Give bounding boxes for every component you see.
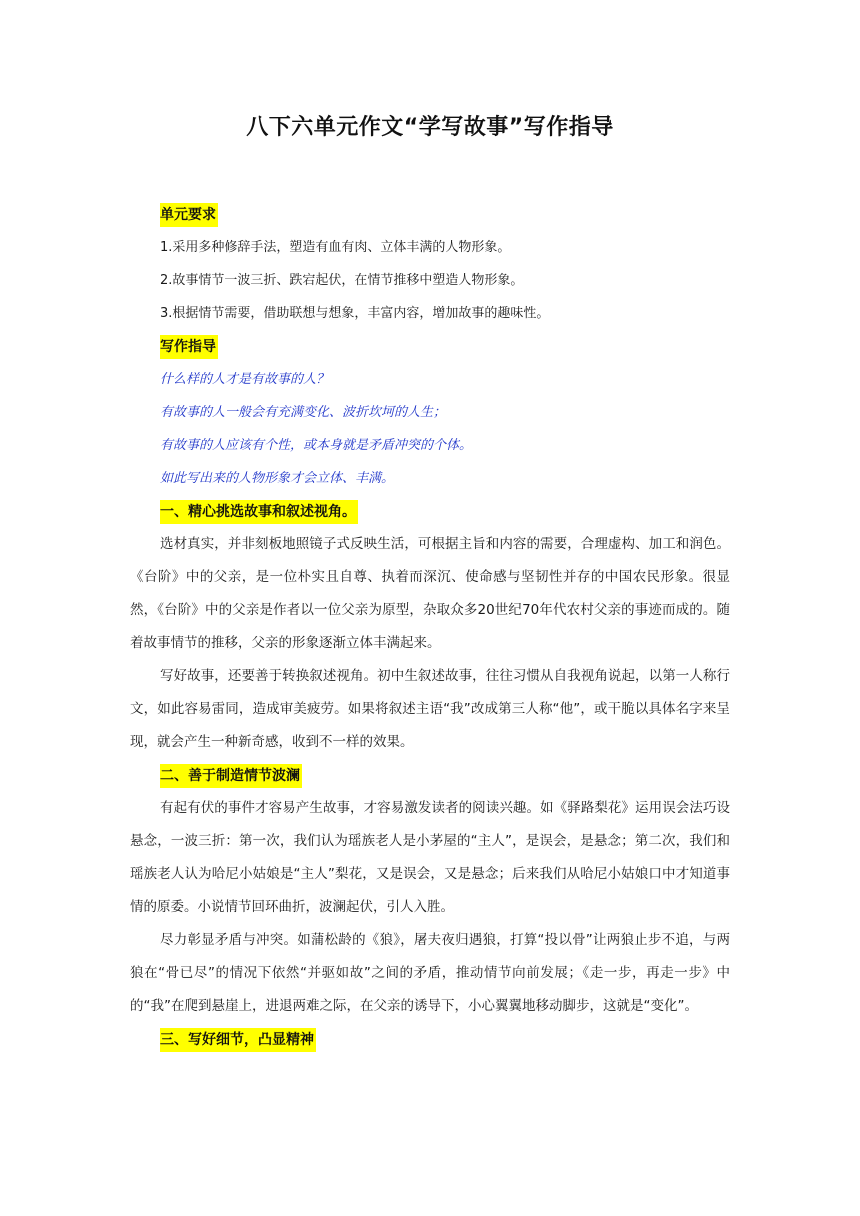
section-heading-row	[160, 1023, 730, 1056]
body-paragraph: 有起有伏的事件才容易产生故事，才容易激发读者的阅读兴趣。如《驿路梨花》运用误会法巧设悬念，一波三折：第一次，我们认为瑶族老人是小茅屋的“主人”，是误会，是悬念；第二次，我们和瑶族老人认为哈尼小姑娘是“主人”梨花，又是误会，又是悬念；后来我们从哈尼小姑娘口中才知道事情的原委。小说情节回环曲折，波澜起伏，引人入胜。	[130, 800, 730, 915]
document-body	[130, 198, 730, 1056]
writing-guide-heading: 写作指导	[160, 335, 218, 359]
section-body	[130, 792, 730, 1023]
section-heading: 一、精心挑选故事和叙述视角。	[160, 500, 358, 524]
requirement-item: 2.故事情节一波三折、跌宕起伏，在情节推移中塑造人物形象。	[160, 273, 524, 288]
section-heading-row	[160, 495, 730, 528]
unit-requirements-heading: 单元要求	[160, 203, 218, 227]
guide-line: 什么样的人才是有故事的人？	[160, 372, 330, 387]
guide-line: 有故事的人一般会有充满变化、波折坎坷的人生；	[160, 405, 447, 420]
requirement-item: 3.根据情节需要，借助联想与想象，丰富内容，增加故事的趣味性。	[160, 306, 550, 321]
section-heading: 二、善于制造情节波澜	[160, 764, 302, 788]
body-paragraph: 尽力彰显矛盾与冲突。如蒲松龄的《狼》，屠夫夜归遇狼，打算“投以骨”让两狼止步不追，与两狼在“骨已尽”的情况下依然“并驱如故”之间的矛盾，推动情节向前发展；《走一步，再走一步》中的“我”在爬到悬崖上，进退两难之际，在父亲的诱导下，小心翼翼地移动脚步，这就是“变化”。	[130, 932, 730, 1014]
section-heading: 三、写好细节，凸显精神	[160, 1028, 316, 1052]
body-paragraph: 写好故事，还要善于转换叙述视角。初中生叙述故事，往往习惯从自我视角说起，以第一人称行文，如此容易雷同，造成审美疲劳。如果将叙述主语“我”改成第三人称“他”，或干脆以具体名字来呈现，就会产生一种新奇感，收到不一样的效果。	[130, 668, 730, 750]
guide-line: 有故事的人应该有个性，或本身就是矛盾冲突的个体。	[160, 438, 473, 453]
guide-line: 如此写出来的人物形象才会立体、丰满。	[160, 471, 395, 486]
section-body	[130, 528, 730, 759]
body-paragraph: 选材真实，并非刻板地照镜子式反映生活，可根据主旨和内容的需要，合理虚构、加工和润色。《台阶》中的父亲，是一位朴实且自尊、执着而深沉、使命感与坚韧性并存的中国农民形象。很显然，《台阶》中的父亲是作者以一位父亲为原型，杂取众多20世纪70年代农村父亲的事迹而成的。随着故事情节的推移，父亲的形象逐渐立体丰满起来。	[130, 536, 730, 651]
unit-requirements-heading-row	[160, 198, 730, 231]
requirement-item: 1.采用多种修辞手法，塑造有血有肉、立体丰满的人物形象。	[160, 240, 511, 255]
section-heading-row	[160, 759, 730, 792]
document-title: 八下六单元作文“学写故事”写作指导	[246, 115, 614, 140]
writing-guide-heading-row	[160, 330, 730, 363]
